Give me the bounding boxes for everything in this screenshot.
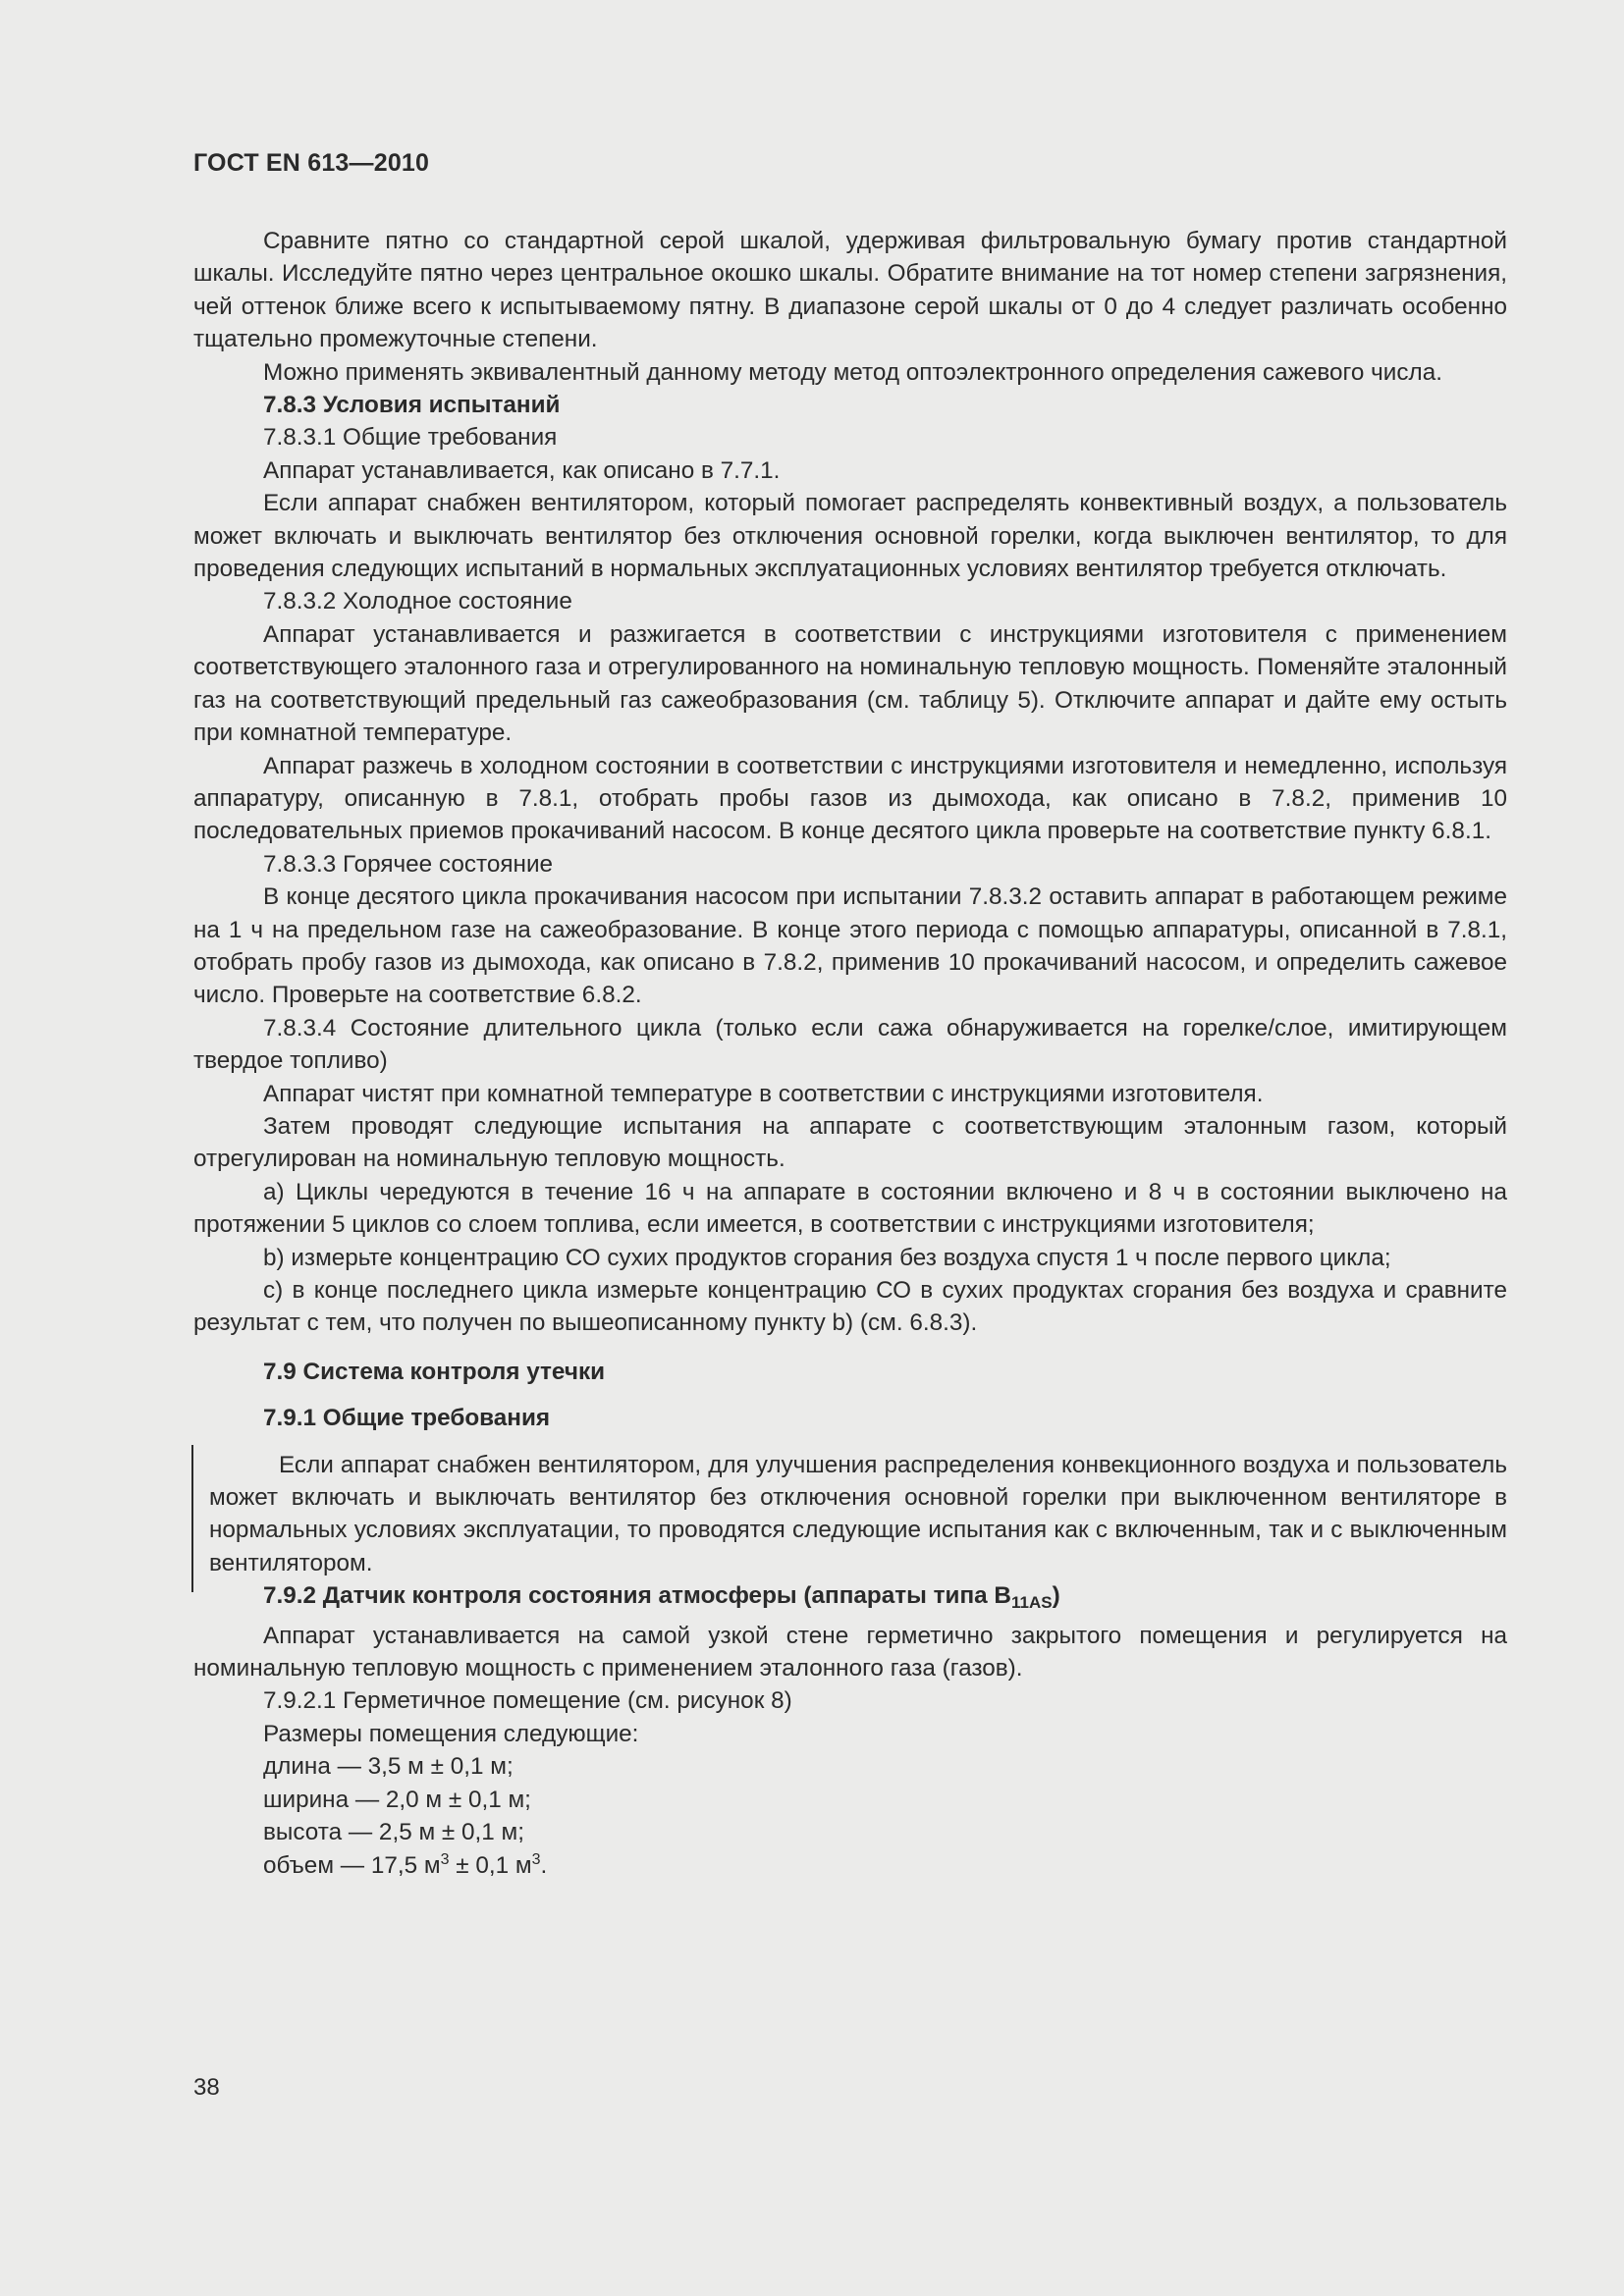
paragraph: Аппарат разжечь в холодном состоянии в соответствии с инструкциями изготовителя и немедленно, используя аппаратуру, описанную в 7.8.1, отобрать пробы газов из дымохода, как описано в 7.8.2, применив 10 последовательных приемов прокачиваний насосом. В конце десятого цикла проверьте на соответствие пункту 6.8.1.: [193, 752, 1507, 845]
list-item-c: c) в конце последнего цикла измерьте концентрацию СО в сухих продуктах сгорания без воздуха и сравните результат с тем, что получен по вышеописанному пункту b) (см. 6.8.3).: [193, 1277, 1507, 1337]
subsection-heading-7-9-2-1: 7.9.2.1 Герметичное помещение (см. рисунок 8): [263, 1687, 792, 1715]
superscript: 3: [440, 1850, 450, 1868]
paragraph: Затем проводят следующие испытания на аппарате с соответствующим эталонным газом, который отрегулирован на номинальную тепловую мощность.: [193, 1112, 1507, 1173]
dimension-height: высота — 2,5 м ± 0,1 м;: [263, 1819, 524, 1846]
paragraph: Если аппарат снабжен вентилятором, для улучшения распределения конвекционного воздуха и пользователь может включать и выключать вентилятор без отключения основной горелки при выключенном вентиляторе в нормальных условиях эксплуатации, то проводятся следующие испытания как с включенным, так и с выключенным вентилятором.: [209, 1451, 1507, 1576]
subsection-heading-7-8-3-2: 7.8.3.2 Холодное состояние: [263, 588, 572, 615]
section-heading-7-8-3: 7.8.3 Условия испытаний: [263, 392, 561, 419]
revised-paragraph: [193, 1449, 1507, 1580]
volume-text: объем — 17,5 м: [263, 1851, 441, 1879]
page-number: 38: [193, 2074, 220, 2101]
paragraph: Аппарат устанавливается и разжигается в соответствии с инструкциями изготовителя с применением соответствующего эталонного газа и отрегулированного на номинальную тепловую мощность. Поменяйте эталонный газ на соответствующий предельный газ сажеобразования (см. таблицу 5). Отключите аппарат и дайте ему остыть при комнатной температуре.: [193, 620, 1507, 747]
paragraph: Аппарат устанавливается на самой узкой стене герметично закрытого помещения и регулируется на номинальную тепловую мощность с применением эталонного газа (газов).: [193, 1622, 1507, 1682]
section-heading-7-9: 7.9 Система контроля утечки: [263, 1358, 606, 1385]
list-item-a: а) Циклы чередуются в течение 16 ч на аппарате в состоянии включено и 8 ч в состоянии выключено на протяжении 5 циклов со слоем топлива, если имеется, в соответствии с инструкциями изготовителя;: [193, 1178, 1507, 1239]
paragraph: Аппарат чистят при комнатной температуре в соответствии с инструкциями изготовителя.: [263, 1080, 1264, 1107]
superscript: 3: [531, 1850, 541, 1868]
section-heading-7-9-2: [193, 1579, 1507, 1619]
dimension-length: длина — 3,5 м ± 0,1 м;: [263, 1753, 514, 1781]
paragraph: В конце десятого цикла прокачивания насосом при испытании 7.8.3.2 оставить аппарат в работающем режиме на 1 ч на предельном газе на сажеобразование. В конце этого периода с помощью аппаратуры, описанной в 7.8.1, отобрать пробу газов из дымохода, как описано в 7.8.2, применив 10 прокачиваний насосом, и определить сажевое число. Проверьте на соответствие 6.8.2.: [193, 883, 1507, 1009]
heading-subscript: 11AS: [1010, 1593, 1053, 1613]
subsection-heading-7-8-3-4: 7.8.3.4 Состояние длительного цикла (только если сажа обнаруживается на горелке/слое, имитирующем твердое топливо): [193, 1014, 1507, 1075]
dimension-volume: [193, 1849, 1507, 1882]
heading-text-end: ): [1052, 1582, 1060, 1610]
paragraph: Если аппарат снабжен вентилятором, который помогает распределять конвективный воздух, а пользователь может включать и выключать вентилятор без отключения основной горелки, когда выключен вентилятор, то для проведения следующих испытаний в нормальных эксплуатационных условиях вентилятор требуется отключать.: [193, 490, 1507, 583]
paragraph: Можно применять эквивалентный данному методу метод оптоэлектронного определения сажевого числа.: [263, 358, 1442, 386]
heading-text: 7.9.2 Датчик контроля состояния атмосферы (аппараты типа В: [263, 1582, 1011, 1610]
volume-text: ± 0,1 м: [449, 1851, 532, 1879]
paragraph: Аппарат устанавливается, как описано в 7.7.1.: [263, 456, 781, 484]
section-heading-7-9-1: 7.9.1 Общие требования: [263, 1405, 551, 1432]
paragraph: Сравните пятно со стандартной серой шкалой, удерживая фильтровальную бумагу против стандартной шкалы. Исследуйте пятно через центральное окошко шкалы. Обратите внимание на тот номер степени загрязнения, чей оттенок ближе всего к испытываемому пятну. В диапазоне серой шкалы от 0 до 4 следует различать особенно тщательно промежуточные степени.: [193, 228, 1507, 353]
subsection-heading-7-8-3-1: 7.8.3.1 Общие требования: [263, 424, 558, 452]
document-body: [193, 225, 1507, 1882]
change-bar: [191, 1445, 193, 1592]
dimension-width: ширина — 2,0 м ± 0,1 м;: [263, 1786, 531, 1813]
volume-text: .: [540, 1851, 548, 1879]
paragraph: Размеры помещения следующие:: [263, 1720, 639, 1747]
list-item-b: b) измерьте концентрацию СО сухих продуктов сгорания без воздуха спустя 1 ч после первого цикла;: [263, 1244, 1391, 1271]
subsection-heading-7-8-3-3: 7.8.3.3 Горячее состояние: [263, 850, 554, 878]
document-header: ГОСТ EN 613—2010: [193, 149, 430, 177]
